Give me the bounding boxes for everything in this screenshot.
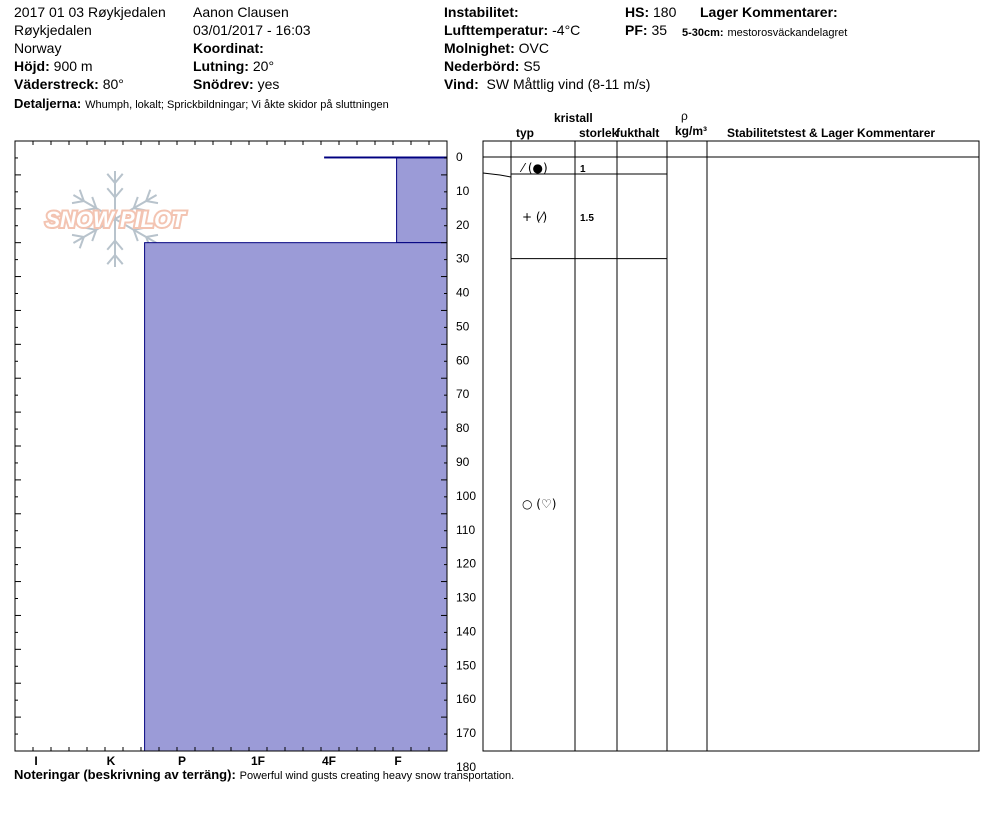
notes-row xyxy=(14,766,514,784)
col-size: storlek xyxy=(579,126,619,140)
snowflake-branch xyxy=(72,201,84,203)
aspect-value: 80° xyxy=(102,76,124,92)
y-tick-label: 160 xyxy=(456,692,477,707)
grain-type: ○ (♡) xyxy=(522,497,557,511)
coordinate-label: Koordinat: xyxy=(193,40,264,56)
col-type: typ xyxy=(516,126,534,140)
airtemp-label: Lufttemperatur: xyxy=(444,22,549,38)
col-density-unit: kg/m³ xyxy=(675,124,708,138)
hardness-bar-2 xyxy=(397,158,447,243)
hardness-bar-3 xyxy=(145,243,447,751)
hs-label: HS: xyxy=(625,4,650,20)
col-moisture: fukthalt xyxy=(616,126,660,140)
y-tick-label: 30 xyxy=(456,251,470,266)
grain-size: 1 xyxy=(580,164,586,175)
col-stability: Stabilitetstest & Lager Kommentarer xyxy=(727,126,936,140)
snowflake-branch xyxy=(146,235,158,237)
y-tick-label: 60 xyxy=(456,353,470,368)
x-tick-label: 4F xyxy=(321,754,337,768)
cloud-value: OVC xyxy=(518,40,549,56)
pf-label: PF: xyxy=(625,22,648,38)
y-tick-label: 50 xyxy=(456,319,470,334)
y-tick-label: 180 xyxy=(456,760,477,774)
col-crystal: kristall xyxy=(554,111,593,125)
precip-label: Nederbörd: xyxy=(444,58,520,74)
snowflake-branch xyxy=(115,241,123,250)
y-tick-label: 170 xyxy=(456,726,477,741)
y-tick-label: 40 xyxy=(456,285,470,300)
datetime: 03/01/2017 - 16:03 xyxy=(193,22,311,38)
airtemp-value: -4°C xyxy=(552,22,581,38)
y-tick-label: 0 xyxy=(456,150,463,164)
drift-value: yes xyxy=(257,76,280,92)
layer-comment-text: mestorosväckandelagret xyxy=(727,27,848,39)
profile-title: 2017 01 03 Røykjedalen xyxy=(14,4,166,20)
precip-value: S5 xyxy=(523,58,541,74)
grain-size: 1.5 xyxy=(580,213,594,224)
snowflake-branch xyxy=(107,241,115,250)
y-tick-label: 90 xyxy=(456,455,470,469)
snowflake-branch xyxy=(115,188,123,197)
slope-label: Lutning: xyxy=(193,58,249,74)
snowflake-branch xyxy=(115,255,123,264)
drift-label: Snödrev: xyxy=(193,76,254,92)
layer-comments-label: Lager Kommentarer: xyxy=(700,4,838,20)
y-tick-label: 130 xyxy=(456,590,477,605)
y-tick-label: 110 xyxy=(456,522,476,537)
aspect-label: Väderstreck: xyxy=(14,76,99,92)
details-value: Whumph, lokalt; Sprickbildningar; Vi åkte skidor på sluttningen xyxy=(85,99,389,111)
x-tick-label: F xyxy=(394,754,402,768)
y-tick-label: 10 xyxy=(456,183,470,198)
hs-value: 180 xyxy=(653,4,677,20)
x-tick-label: P xyxy=(177,754,187,768)
y-tick-label: 80 xyxy=(456,421,470,436)
layer-table-frame xyxy=(483,141,979,751)
x-tick-label: 1F xyxy=(250,754,266,768)
boundary-connector xyxy=(483,173,511,177)
snowflake-branch xyxy=(107,255,115,264)
snowflake-branch xyxy=(107,188,115,197)
grain-type: ⁄ (●) xyxy=(522,161,548,175)
x-tick-label: I xyxy=(34,754,38,768)
notes-value: Powerful wind gusts creating heavy snow transportation. xyxy=(239,770,515,782)
y-tick-label: 120 xyxy=(456,556,477,571)
snowflake-branch xyxy=(115,174,123,183)
y-tick-label: 20 xyxy=(456,217,470,232)
elevation-value: 900 m xyxy=(53,58,93,74)
logo-text: SNOW PILOT xyxy=(45,207,185,232)
details-label: Detaljerna: xyxy=(14,96,82,111)
cloud-label: Molnighet: xyxy=(444,40,515,56)
y-tick-label: 150 xyxy=(456,658,477,673)
grain-type: + (⁄) xyxy=(522,210,548,224)
elevation-label: Höjd: xyxy=(14,58,50,74)
instability-label: Instabilitet: xyxy=(444,4,519,20)
slope-value: 20° xyxy=(252,58,275,74)
y-tick-label: 140 xyxy=(456,624,477,639)
observer: Aanon Clausen xyxy=(193,4,289,20)
layer-comment-range: 5-30cm: xyxy=(682,27,724,39)
notes-label: Noteringar (beskrivning av terräng): xyxy=(14,767,236,782)
col-rho: ρ xyxy=(681,109,688,123)
location: Røykjedalen xyxy=(14,22,92,38)
snowflake-branch xyxy=(146,201,158,203)
pf-value: 35 xyxy=(651,22,668,38)
y-tick-label: 70 xyxy=(456,387,470,402)
wind-label: Vind: xyxy=(444,76,479,92)
y-tick-label: 100 xyxy=(456,488,477,503)
country: Norway xyxy=(14,40,62,56)
snowflake-branch xyxy=(107,174,115,183)
x-tick-label: K xyxy=(106,754,116,768)
wind-value: SW Måttlig vind (8-11 m/s) xyxy=(486,76,651,92)
snowflake-branch xyxy=(72,235,84,237)
